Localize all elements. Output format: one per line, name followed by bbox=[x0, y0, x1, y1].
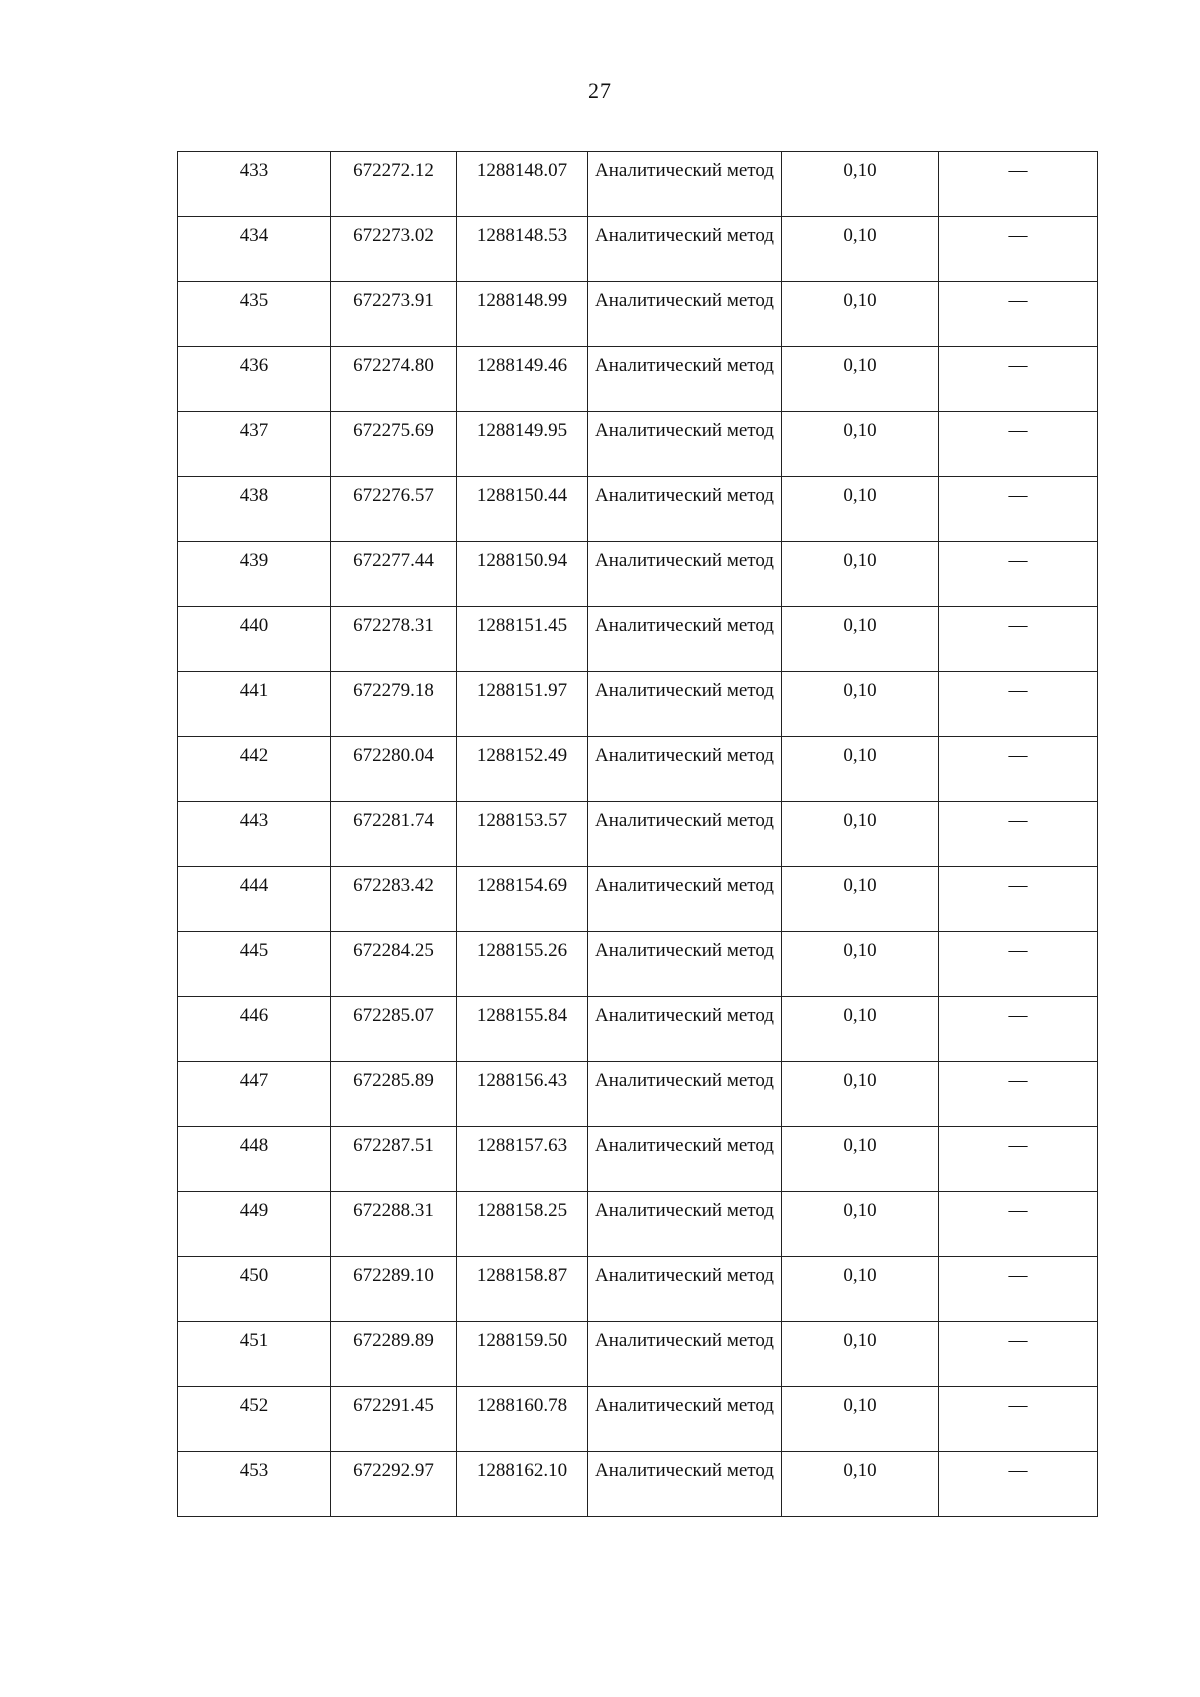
x-coordinate-cell: 672277.44 bbox=[331, 542, 457, 607]
note-cell: — bbox=[939, 1192, 1098, 1257]
accuracy-cell: 0,10 bbox=[782, 1062, 939, 1127]
y-coordinate-cell: 1288148.53 bbox=[457, 217, 588, 282]
y-coordinate-cell: 1288158.87 bbox=[457, 1257, 588, 1322]
x-coordinate-cell: 672272.12 bbox=[331, 152, 457, 217]
note-cell: — bbox=[939, 672, 1098, 737]
note-cell: — bbox=[939, 737, 1098, 802]
coordinates-table-body bbox=[178, 152, 1098, 1517]
accuracy-cell: 0,10 bbox=[782, 997, 939, 1062]
point-number-cell: 439 bbox=[178, 542, 331, 607]
accuracy-cell: 0,10 bbox=[782, 1452, 939, 1517]
table-row bbox=[178, 477, 1098, 542]
y-coordinate-cell: 1288156.43 bbox=[457, 1062, 588, 1127]
point-number-cell: 435 bbox=[178, 282, 331, 347]
accuracy-cell: 0,10 bbox=[782, 412, 939, 477]
note-cell: — bbox=[939, 607, 1098, 672]
y-coordinate-cell: 1288158.25 bbox=[457, 1192, 588, 1257]
y-coordinate-cell: 1288153.57 bbox=[457, 802, 588, 867]
accuracy-cell: 0,10 bbox=[782, 152, 939, 217]
point-number-cell: 441 bbox=[178, 672, 331, 737]
note-cell: — bbox=[939, 412, 1098, 477]
x-coordinate-cell: 672281.74 bbox=[331, 802, 457, 867]
note-cell: — bbox=[939, 217, 1098, 282]
note-cell: — bbox=[939, 347, 1098, 412]
y-coordinate-cell: 1288150.44 bbox=[457, 477, 588, 542]
y-coordinate-cell: 1288157.63 bbox=[457, 1127, 588, 1192]
point-number-cell: 446 bbox=[178, 997, 331, 1062]
note-cell: — bbox=[939, 1387, 1098, 1452]
method-cell: Аналитический метод bbox=[588, 1257, 782, 1322]
y-coordinate-cell: 1288151.45 bbox=[457, 607, 588, 672]
method-cell: Аналитический метод bbox=[588, 867, 782, 932]
table-row bbox=[178, 1452, 1098, 1517]
point-number-cell: 452 bbox=[178, 1387, 331, 1452]
y-coordinate-cell: 1288152.49 bbox=[457, 737, 588, 802]
accuracy-cell: 0,10 bbox=[782, 282, 939, 347]
method-cell: Аналитический метод bbox=[588, 1127, 782, 1192]
point-number-cell: 440 bbox=[178, 607, 331, 672]
note-cell: — bbox=[939, 477, 1098, 542]
accuracy-cell: 0,10 bbox=[782, 1322, 939, 1387]
table-row bbox=[178, 1192, 1098, 1257]
method-cell: Аналитический метод bbox=[588, 932, 782, 997]
note-cell: — bbox=[939, 932, 1098, 997]
accuracy-cell: 0,10 bbox=[782, 217, 939, 282]
method-cell: Аналитический метод bbox=[588, 477, 782, 542]
accuracy-cell: 0,10 bbox=[782, 607, 939, 672]
method-cell: Аналитический метод bbox=[588, 347, 782, 412]
x-coordinate-cell: 672279.18 bbox=[331, 672, 457, 737]
x-coordinate-cell: 672289.89 bbox=[331, 1322, 457, 1387]
table-row bbox=[178, 1387, 1098, 1452]
x-coordinate-cell: 672275.69 bbox=[331, 412, 457, 477]
method-cell: Аналитический метод bbox=[588, 217, 782, 282]
accuracy-cell: 0,10 bbox=[782, 1192, 939, 1257]
table-row bbox=[178, 1322, 1098, 1387]
point-number-cell: 442 bbox=[178, 737, 331, 802]
y-coordinate-cell: 1288149.95 bbox=[457, 412, 588, 477]
accuracy-cell: 0,10 bbox=[782, 932, 939, 997]
method-cell: Аналитический метод bbox=[588, 1452, 782, 1517]
point-number-cell: 443 bbox=[178, 802, 331, 867]
page-number: 27 bbox=[588, 78, 612, 103]
point-number-cell: 450 bbox=[178, 1257, 331, 1322]
table-row bbox=[178, 737, 1098, 802]
accuracy-cell: 0,10 bbox=[782, 1127, 939, 1192]
table-row bbox=[178, 867, 1098, 932]
x-coordinate-cell: 672274.80 bbox=[331, 347, 457, 412]
accuracy-cell: 0,10 bbox=[782, 1387, 939, 1452]
x-coordinate-cell: 672287.51 bbox=[331, 1127, 457, 1192]
table-row bbox=[178, 217, 1098, 282]
note-cell: — bbox=[939, 1322, 1098, 1387]
method-cell: Аналитический метод bbox=[588, 542, 782, 607]
method-cell: Аналитический метод bbox=[588, 672, 782, 737]
table-row bbox=[178, 932, 1098, 997]
note-cell: — bbox=[939, 1257, 1098, 1322]
method-cell: Аналитический метод bbox=[588, 412, 782, 477]
note-cell: — bbox=[939, 1452, 1098, 1517]
y-coordinate-cell: 1288155.84 bbox=[457, 997, 588, 1062]
method-cell: Аналитический метод bbox=[588, 1192, 782, 1257]
y-coordinate-cell: 1288148.99 bbox=[457, 282, 588, 347]
accuracy-cell: 0,10 bbox=[782, 542, 939, 607]
accuracy-cell: 0,10 bbox=[782, 672, 939, 737]
point-number-cell: 453 bbox=[178, 1452, 331, 1517]
note-cell: — bbox=[939, 867, 1098, 932]
point-number-cell: 447 bbox=[178, 1062, 331, 1127]
method-cell: Аналитический метод bbox=[588, 607, 782, 672]
x-coordinate-cell: 672276.57 bbox=[331, 477, 457, 542]
y-coordinate-cell: 1288162.10 bbox=[457, 1452, 588, 1517]
x-coordinate-cell: 672285.89 bbox=[331, 1062, 457, 1127]
method-cell: Аналитический метод bbox=[588, 1322, 782, 1387]
table-row bbox=[178, 412, 1098, 477]
accuracy-cell: 0,10 bbox=[782, 867, 939, 932]
accuracy-cell: 0,10 bbox=[782, 802, 939, 867]
x-coordinate-cell: 672283.42 bbox=[331, 867, 457, 932]
x-coordinate-cell: 672292.97 bbox=[331, 1452, 457, 1517]
x-coordinate-cell: 672278.31 bbox=[331, 607, 457, 672]
point-number-cell: 437 bbox=[178, 412, 331, 477]
point-number-cell: 436 bbox=[178, 347, 331, 412]
table-row bbox=[178, 282, 1098, 347]
y-coordinate-cell: 1288149.46 bbox=[457, 347, 588, 412]
x-coordinate-cell: 672273.91 bbox=[331, 282, 457, 347]
point-number-cell: 433 bbox=[178, 152, 331, 217]
accuracy-cell: 0,10 bbox=[782, 737, 939, 802]
table-row bbox=[178, 1127, 1098, 1192]
x-coordinate-cell: 672280.04 bbox=[331, 737, 457, 802]
accuracy-cell: 0,10 bbox=[782, 477, 939, 542]
table-row bbox=[178, 672, 1098, 737]
table-row bbox=[178, 1257, 1098, 1322]
table-row bbox=[178, 802, 1098, 867]
point-number-cell: 449 bbox=[178, 1192, 331, 1257]
method-cell: Аналитический метод bbox=[588, 1387, 782, 1452]
table-row bbox=[178, 607, 1098, 672]
x-coordinate-cell: 672289.10 bbox=[331, 1257, 457, 1322]
method-cell: Аналитический метод bbox=[588, 152, 782, 217]
x-coordinate-cell: 672288.31 bbox=[331, 1192, 457, 1257]
coordinates-table bbox=[177, 151, 1098, 1517]
method-cell: Аналитический метод bbox=[588, 1062, 782, 1127]
method-cell: Аналитический метод bbox=[588, 737, 782, 802]
method-cell: Аналитический метод bbox=[588, 997, 782, 1062]
y-coordinate-cell: 1288154.69 bbox=[457, 867, 588, 932]
x-coordinate-cell: 672285.07 bbox=[331, 997, 457, 1062]
y-coordinate-cell: 1288159.50 bbox=[457, 1322, 588, 1387]
accuracy-cell: 0,10 bbox=[782, 1257, 939, 1322]
table-row bbox=[178, 152, 1098, 217]
method-cell: Аналитический метод bbox=[588, 802, 782, 867]
method-cell: Аналитический метод bbox=[588, 282, 782, 347]
point-number-cell: 438 bbox=[178, 477, 331, 542]
note-cell: — bbox=[939, 152, 1098, 217]
y-coordinate-cell: 1288151.97 bbox=[457, 672, 588, 737]
note-cell: — bbox=[939, 997, 1098, 1062]
x-coordinate-cell: 672284.25 bbox=[331, 932, 457, 997]
point-number-cell: 451 bbox=[178, 1322, 331, 1387]
y-coordinate-cell: 1288150.94 bbox=[457, 542, 588, 607]
point-number-cell: 448 bbox=[178, 1127, 331, 1192]
note-cell: — bbox=[939, 542, 1098, 607]
note-cell: — bbox=[939, 802, 1098, 867]
y-coordinate-cell: 1288160.78 bbox=[457, 1387, 588, 1452]
x-coordinate-cell: 672273.02 bbox=[331, 217, 457, 282]
table-row bbox=[178, 542, 1098, 607]
table-row bbox=[178, 1062, 1098, 1127]
accuracy-cell: 0,10 bbox=[782, 347, 939, 412]
point-number-cell: 444 bbox=[178, 867, 331, 932]
table-row bbox=[178, 997, 1098, 1062]
table-row bbox=[178, 347, 1098, 412]
x-coordinate-cell: 672291.45 bbox=[331, 1387, 457, 1452]
y-coordinate-cell: 1288148.07 bbox=[457, 152, 588, 217]
point-number-cell: 445 bbox=[178, 932, 331, 997]
note-cell: — bbox=[939, 1127, 1098, 1192]
note-cell: — bbox=[939, 282, 1098, 347]
point-number-cell: 434 bbox=[178, 217, 331, 282]
y-coordinate-cell: 1288155.26 bbox=[457, 932, 588, 997]
note-cell: — bbox=[939, 1062, 1098, 1127]
